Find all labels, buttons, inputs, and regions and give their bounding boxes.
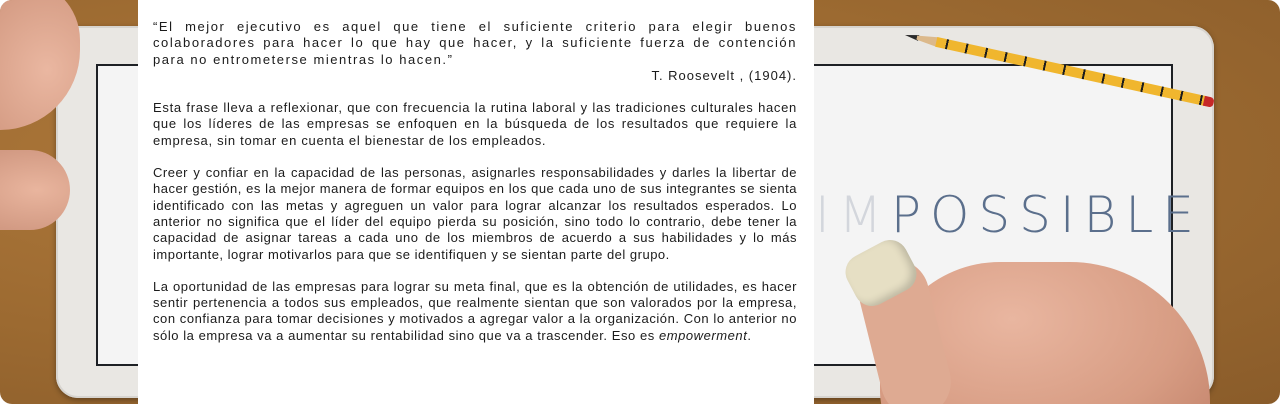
paragraph-3-text: La oportunidad de las empresas para lograr su meta final, que es la obtención de utilidades, es hacer sentir pertenencia a todos sus empleados, que realmente sientan que son valorados por la empresa, con confianza para tomar decisiones y motivados a agregar valor a la organización. Con lo anterior no sólo la empresa va a aumentar su rentabilidad sino que va a trascender. Eso es bbox=[153, 278, 797, 343]
remaining-letters: POSSIBLE bbox=[890, 186, 1203, 244]
paragraph-3-end: . bbox=[747, 327, 752, 343]
quote-author: T. Roosevelt , (1904). bbox=[651, 67, 797, 83]
article-body bbox=[153, 19, 797, 360]
erased-letters: IM bbox=[815, 186, 891, 244]
paragraph-2: Creer y confiar en la capacidad de las personas, asignarles responsabilidades y darles la libertar de hacer gestión, es la mejor manera de formar equipos en los que cada uno de sus integrantes se sienta identificado con las metas y agreguen un valor para lograr alcanzar los resultados esperados. Lo anterior no significa que el líder del equipo pierda su posición, sino todo lo contrario, debe tener la capacidad de asignar tareas a cada uno de los miembros de acuerdo a sus habilidades y lo más importante, lograr motivarlos para que se identifiquen y se sientan parte del grupo. bbox=[153, 165, 797, 262]
paragraph-3 bbox=[153, 279, 797, 344]
empowerment-emphasis: empowerment bbox=[658, 327, 748, 343]
quote-text: “El mejor ejecutivo es aquel que tiene el suficiente criterio para elegir buenos colaboradores para hacer lo que hay que hacer, y la suficiente fuerza de contención para no entrometerse mientras lo hacen.” bbox=[153, 19, 797, 67]
text-panel bbox=[138, 0, 814, 404]
paragraph-1: Esta frase lleva a reflexionar, que con frecuencia la rutina laboral y las tradiciones culturales hacen que los líderes de las empresas se enfoquen en la búsqueda de los resultados que requiere la empresa, sin tomar en cuenta el bienestar de los empleados. bbox=[153, 100, 797, 148]
impossible-word bbox=[815, 185, 1203, 245]
